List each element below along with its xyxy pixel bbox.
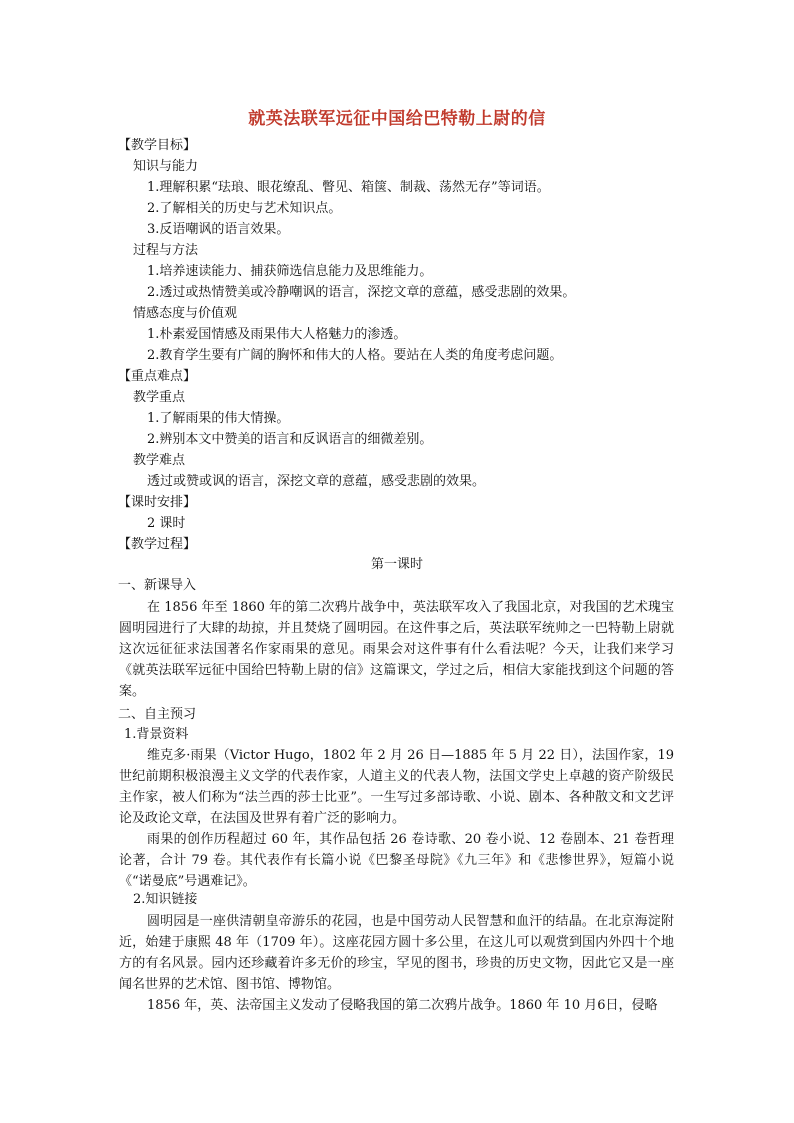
difficulty-heading: 教学难点	[133, 453, 186, 468]
preview-heading: 二、自主预习	[118, 707, 197, 722]
emotion-heading: 情感态度与价值观	[133, 306, 238, 321]
focus-heading: 教学重点	[133, 390, 186, 405]
process-heading: 【教学过程】	[118, 537, 197, 552]
focus-item: 1.了解雨果的伟大情操。	[147, 411, 290, 426]
background-heading: 1.背景资料	[124, 727, 189, 742]
emotion-item: 1.朴素爱国情感及雨果伟大人格魅力的渗透。	[147, 327, 407, 342]
knowledge-item: 3.反语嘲讽的语言效果。	[147, 222, 290, 237]
intro-paragraph: 在 1856 年至 1860 年的第二次鸦片战争中，英法联军攻入了我国北京，对我国的艺术瑰宝圆明园进行了大肆的劫掠，并且焚烧了圆明园。在这件事之后，英法联军统帅之一巴特勒上尉就这次远征征求法国著名作家雨果的意见。雨果会对这件事有什么看法呢？今天，让我们来学习《就英法联军远征中国给巴特勒上尉的信》这篇课文，学过之后，相信大家能找到这个问题的答案。	[119, 600, 674, 699]
document-title: 就英法联军远征中国给巴特勒上尉的信	[248, 109, 546, 129]
knowledge-item: 2.了解相关的历史与艺术知识点。	[147, 201, 342, 216]
process-item: 1.培养速读能力、捕获筛选信息能力及思维能力。	[147, 264, 433, 279]
knowledge-heading: 知识与能力	[133, 159, 199, 174]
process-item: 2.透过或热情赞美或冷静嘲讽的语言，深挖文章的意蕴，感受悲剧的效果。	[147, 285, 576, 300]
process-method-heading: 过程与方法	[133, 243, 199, 258]
background-paragraph: 雨果的创作历程超过 60 年，其作品包括 26 卷诗歌、20 卷小说、12 卷剧本、21 卷哲理论著，合计 79 卷。其代表作有长篇小说《巴黎圣母院》《九三年》和《悲惨世界》，短篇小说《“诺曼底”号遇难记》。	[119, 832, 674, 889]
knowledge-link-heading: 2.知识链接	[133, 892, 198, 907]
lesson-title: 第一课时	[370, 557, 423, 572]
schedule-heading: 【课时安排】	[118, 495, 197, 510]
keypoints-heading: 【重点难点】	[118, 369, 197, 384]
background-paragraph: 维克多·雨果（Victor Hugo，1802 年 2 月 26 日—1885 年 5 月 22 日），法国作家，19 世纪前期积极浪漫主义文学的代表作家，人道主义的代表人物，法国文学史上卓越的资产阶级民主作家，被人们称为“法兰西的莎士比亚”。一生写过多部诗歌、小说、剧本、各种散文和文艺评论及政论文章，在法国及世界有着广泛的影响力。	[119, 748, 674, 826]
knowledge-link-paragraph: 圆明园是一座供清朝皇帝游乐的花园，也是中国劳动人民智慧和血汗的结晶。在北京海淀附近，始建于康熙 48 年（1709 年）。这座花园方圆十多公里，在这儿可以观赏到国内外四十个地方的有名风景。园内还珍藏着许多无价的珍宝，罕见的图书，珍贵的历史文物，因此它又是一座闻名世界的艺术馆、图书馆、博物馆。	[119, 914, 674, 992]
schedule-value: 2 课时	[147, 516, 186, 531]
objectives-heading: 【教学目标】	[118, 138, 197, 153]
knowledge-link-paragraph: 1856 年，英、法帝国主义发动了侵略我国的第二次鸦片战争。1860 年 10 月6日，侵略	[147, 998, 658, 1013]
difficulty-item: 透过或赞或讽的语言，深挖文章的意蕴，感受悲剧的效果。	[147, 474, 486, 489]
emotion-item: 2.教育学生要有广阔的胸怀和伟大的人格。要站在人类的角度考虑问题。	[147, 348, 563, 363]
knowledge-item: 1.理解积累“珐琅、眼花缭乱、瞥见、箱箧、制裁、荡然无存”等词语。	[147, 180, 550, 195]
focus-item: 2.辨别本文中赞美的语言和反讽语言的细微差别。	[147, 432, 433, 447]
intro-heading: 一、新课导入	[118, 578, 197, 593]
